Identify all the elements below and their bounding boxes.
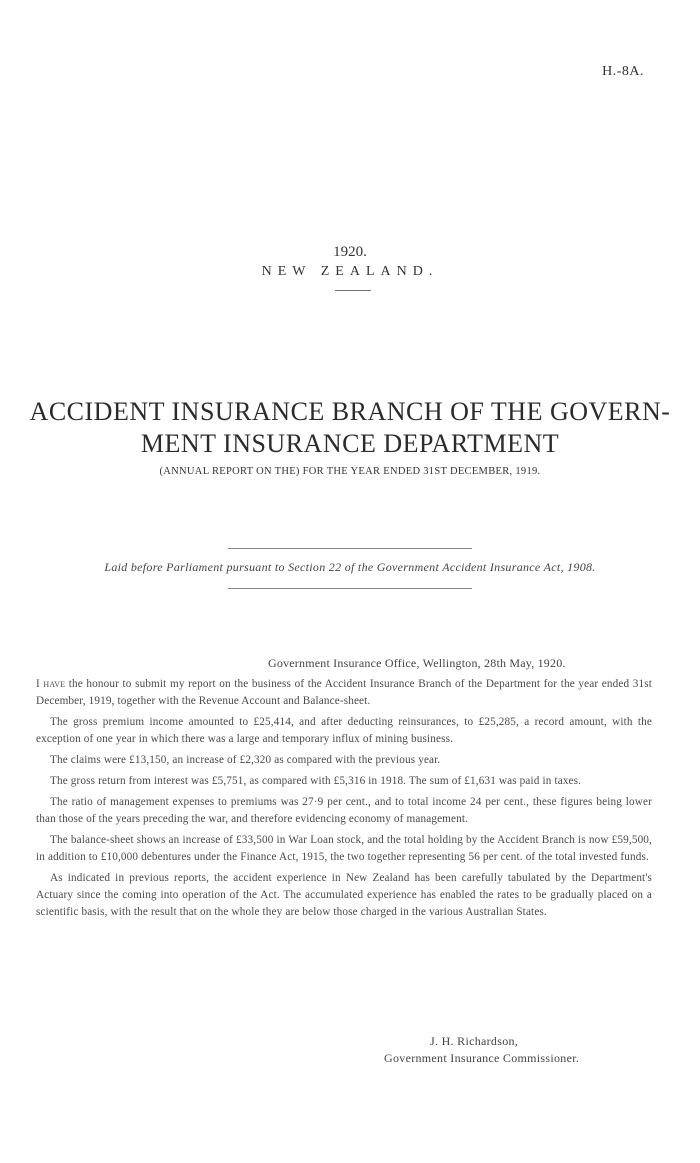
divider [335,290,371,291]
paragraph: As indicated in previous reports, the accident experience in New Zealand has been carefully tabulated by the Department's Actuary since the coming into operation of the Act. The accumulated experience has enabled the rates to be gradually placed on a scientific basis, with the result that on the whole they are below those charged in the various Australian States. [36,872,652,918]
title-line-2: MENT INSURANCE DEPARTMENT [140,429,560,458]
country: NEW ZEALAND. [261,264,439,279]
laid-before-note: Laid before Parliament pursuant to Section 22 of the Government Accident Insurance Act, 1908. [104,560,596,574]
report-subtitle: (ANNUAL REPORT ON THE) FOR THE YEAR ENDED 31ST DECEMBER, 1919. [159,466,541,477]
title-line-1: ACCIDENT INSURANCE BRANCH OF THE GOVERN- [29,397,671,426]
paragraph: The gross premium income amounted to £25,414, and after deducting reinsurances, to £25,285, a record amount, with the exception of one year in which there was a large and temporary influx of mining business. [36,716,652,745]
year: 1920. [333,244,367,260]
paragraph: The balance-sheet shows an increase of £33,500 in War Loan stock, and the total holding by the Accident Branch is now £59,500, in addition to £10,000 debentures under the Finance Act, 1915, the two together representing 56 per cent. of the total invested funds. [36,834,652,863]
paragraph: The gross return from interest was £5,751, as compared with £5,316 in 1918. The sum of £1,631 was paid in taxes. [50,775,582,787]
paragraph: The claims were £13,150, an increase of £2,320 as compared with the previous year. [50,754,441,766]
opening-paragraph [36,676,652,710]
office-date-line: Government Insurance Office, Wellington, 28th May, 1920. [268,656,566,670]
paragraph: The ratio of management expenses to premiums was 27·9 per cent., and to total income 24 per cent., these figures being lower than those of the years preceding the war, and therefore evidencing economy of management. [36,796,652,825]
report-body [36,676,652,925]
divider [228,588,472,589]
report-title [20,396,680,460]
document-reference: H.-8A. [602,64,644,79]
divider [228,548,472,549]
opening-words: I have [36,678,66,690]
signature-name: J. H. Richardson, [430,1034,519,1048]
signature-title: Government Insurance Commissioner. [384,1051,580,1065]
opening-text: the honour to submit my report on the business of the Accident Insurance Branch of the Department for the year ended 31st December, 1919, together with the Revenue Account and Balance-sheet. [36,678,652,707]
